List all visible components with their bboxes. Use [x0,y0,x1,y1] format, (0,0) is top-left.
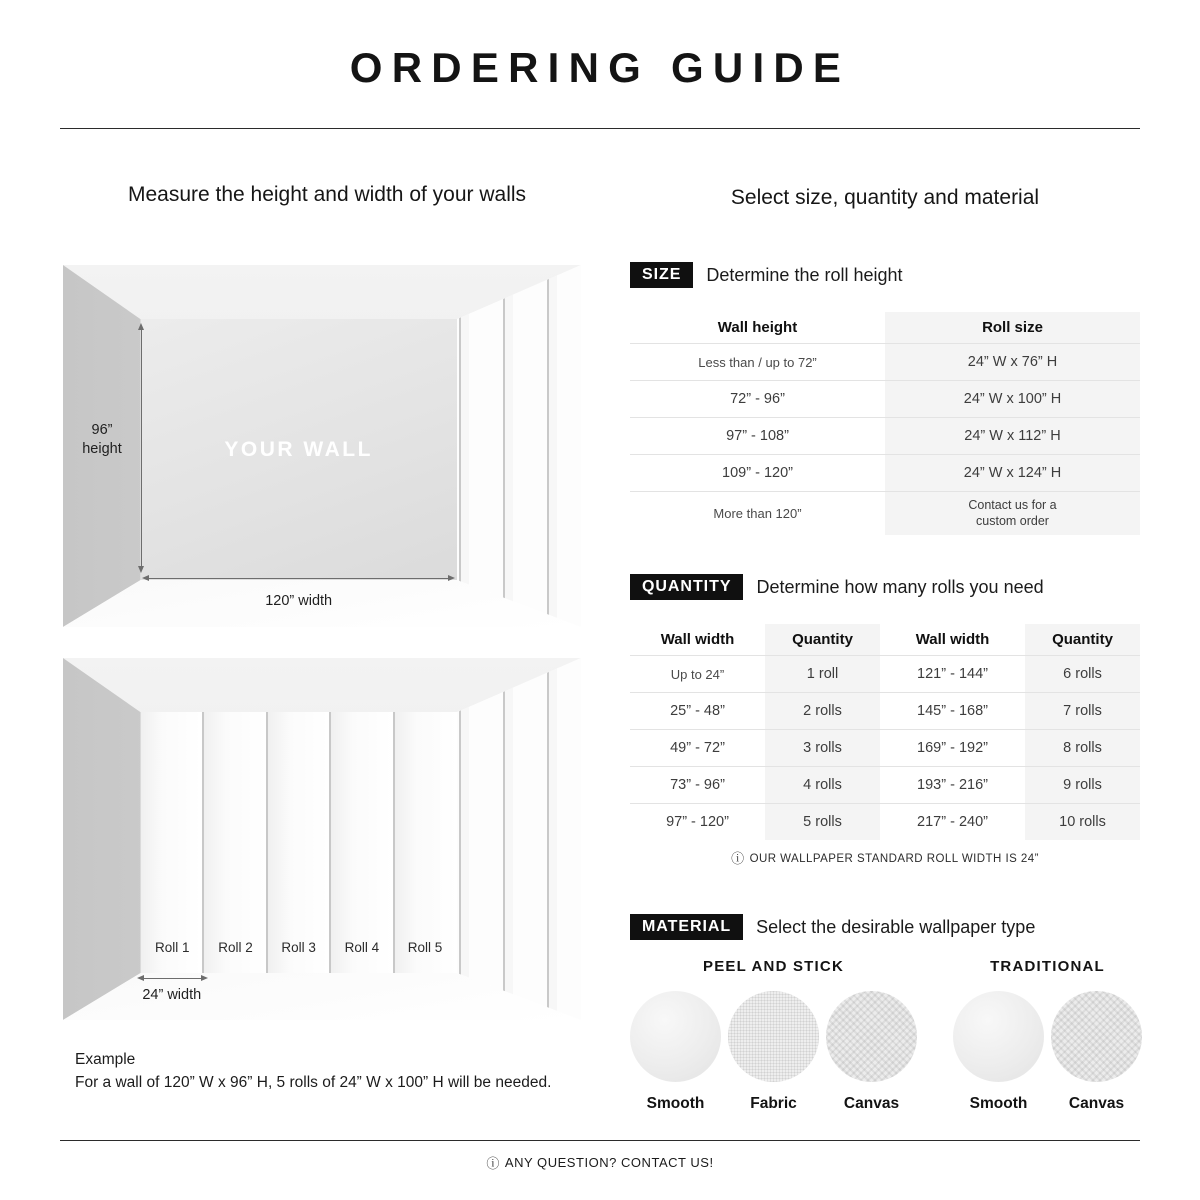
example-text: For a wall of 120” W x 96” H, 5 rolls of 24” W x 100” H will be needed. [75,1074,552,1092]
roll-label: Roll 5 [407,940,443,956]
title-divider [60,128,1140,129]
cell: 3 rolls [765,730,880,766]
material-option-label: Smooth [969,1095,1028,1112]
cell: Less than / up to 72” [698,354,817,370]
table-row [630,656,1140,693]
measure-heading: Measure the height and width of your walls [127,183,527,206]
swatch-fabric [728,991,819,1082]
your-wall-label: YOUR WALL [224,437,373,461]
roll-label: Roll 3 [281,940,316,956]
table-header-row [630,624,1140,656]
cell: 109” - 120” [722,465,793,481]
cell: 4 rolls [765,767,880,803]
cell: 1 roll [765,656,880,692]
material-group-title: TRADITIONAL [990,958,1105,975]
page-title: ORDERING GUIDE [349,44,851,91]
height-dimension-line [141,327,142,570]
cell: 8 rolls [1025,730,1140,766]
roll-labels [141,940,457,955]
width-dimension-label: 120” width [265,592,333,609]
roll-width-note [630,848,1140,867]
table-row [630,418,1140,455]
cell: 10 rolls [1025,804,1140,840]
size-table [630,312,1140,535]
table-row [630,455,1140,492]
cell: 217” - 240” [917,814,988,830]
info-icon: ⓘ [486,1156,500,1171]
cell: 145” - 168” [917,703,988,719]
footer-divider [60,1140,1140,1141]
roll-panel [395,712,457,973]
table-row [630,344,1140,381]
contact-note-text: ANY QUESTION? CONTACT US! [504,1155,714,1170]
room-illustration-measure [63,265,581,627]
cell: 169” - 192” [917,740,988,756]
material-option-label: Canvas [1068,1095,1125,1112]
roll-panel [141,712,203,973]
material-group-peel-and-stick [630,958,917,1113]
column-header: Roll size [885,312,1140,343]
material-option [630,991,721,1113]
quantity-table [630,624,1140,840]
quantity-section-header [630,574,1044,600]
size-section-header [630,262,903,288]
roll-width-dimension-line [141,978,204,979]
swatch-canvas [826,991,917,1082]
cell: 24” W x 124” H [885,455,1140,491]
select-heading: Select size, quantity and material [730,186,1040,209]
table-row [630,804,1140,840]
material-swatches [953,991,1142,1113]
cell: 73” - 96” [670,777,725,793]
swatch-smooth [630,991,721,1082]
cell: 25” - 48” [670,703,725,719]
roll-width-note-text: OUR WALLPAPER STANDARD ROLL WIDTH IS 24” [749,853,1039,865]
material-option [1051,991,1142,1113]
cell: 72” - 96” [730,391,785,407]
roll-label: Roll 4 [344,940,380,956]
contact-note [0,1153,1200,1172]
cell: 121” - 144” [917,666,988,682]
roll-width-dimension-label: 24” width [142,987,202,1004]
material-option [728,991,819,1113]
column-header: Quantity [1025,624,1140,655]
material-option-label: Smooth [646,1095,705,1112]
column-header: Quantity [765,624,880,655]
column-header: Wall width [660,631,735,648]
room-illustration-rolls [63,658,581,1020]
table-row [630,381,1140,418]
roll-panels [141,712,457,973]
cell: 24” W x 112” H [885,418,1140,454]
cell: 7 rolls [1025,693,1140,729]
roll-panel [331,712,393,973]
cell: Up to 24” [670,666,725,682]
example-block [75,1048,555,1095]
material-group-title: PEEL AND STICK [703,958,844,975]
swatch-canvas [1051,991,1142,1082]
table-row [630,730,1140,767]
material-section-header [630,914,1035,940]
cell: Contact us for a custom order [885,492,1140,535]
cell: 24” W x 100” H [885,381,1140,417]
column-header: Wall width [915,631,990,648]
table-row [630,767,1140,804]
cell: 5 rolls [765,804,880,840]
table-row [630,492,1140,535]
width-dimension-line [146,578,452,579]
cell: More than 120” [713,505,802,521]
material-option [826,991,917,1113]
example-title: Example [75,1051,136,1068]
material-subtitle: Select the desirable wallpaper type [756,916,1036,937]
material-option-label: Canvas [843,1095,900,1112]
cell: 9 rolls [1025,767,1140,803]
cell: 97” - 108” [726,428,789,444]
material-option-label: Fabric [750,1095,797,1112]
height-dimension-label: 96” height [82,421,122,458]
material-swatches [630,991,917,1113]
info-icon: ⓘ [731,851,745,866]
column-header: Wall height [717,319,798,336]
material-option [953,991,1044,1113]
table-row [630,693,1140,730]
cell: 193” - 216” [917,777,988,793]
roll-panel [204,712,266,973]
quantity-badge: QUANTITY [630,574,743,600]
material-badge: MATERIAL [630,914,743,940]
cell: 49” - 72” [670,740,725,756]
roll-label: Roll 2 [218,940,253,956]
size-subtitle: Determine the roll height [706,264,903,285]
material-group-traditional [953,958,1142,1113]
roll-panel [268,712,330,973]
table-header-row [630,312,1140,344]
cell: 97” - 120” [666,814,729,830]
cell: 2 rolls [765,693,880,729]
swatch-smooth [953,991,1044,1082]
quantity-subtitle: Determine how many rolls you need [756,576,1044,597]
cell: 24” W x 76” H [885,344,1140,380]
roll-label: Roll 1 [155,940,190,956]
material-groups [630,958,1142,1113]
size-badge: SIZE [630,262,693,288]
cell: 6 rolls [1025,656,1140,692]
